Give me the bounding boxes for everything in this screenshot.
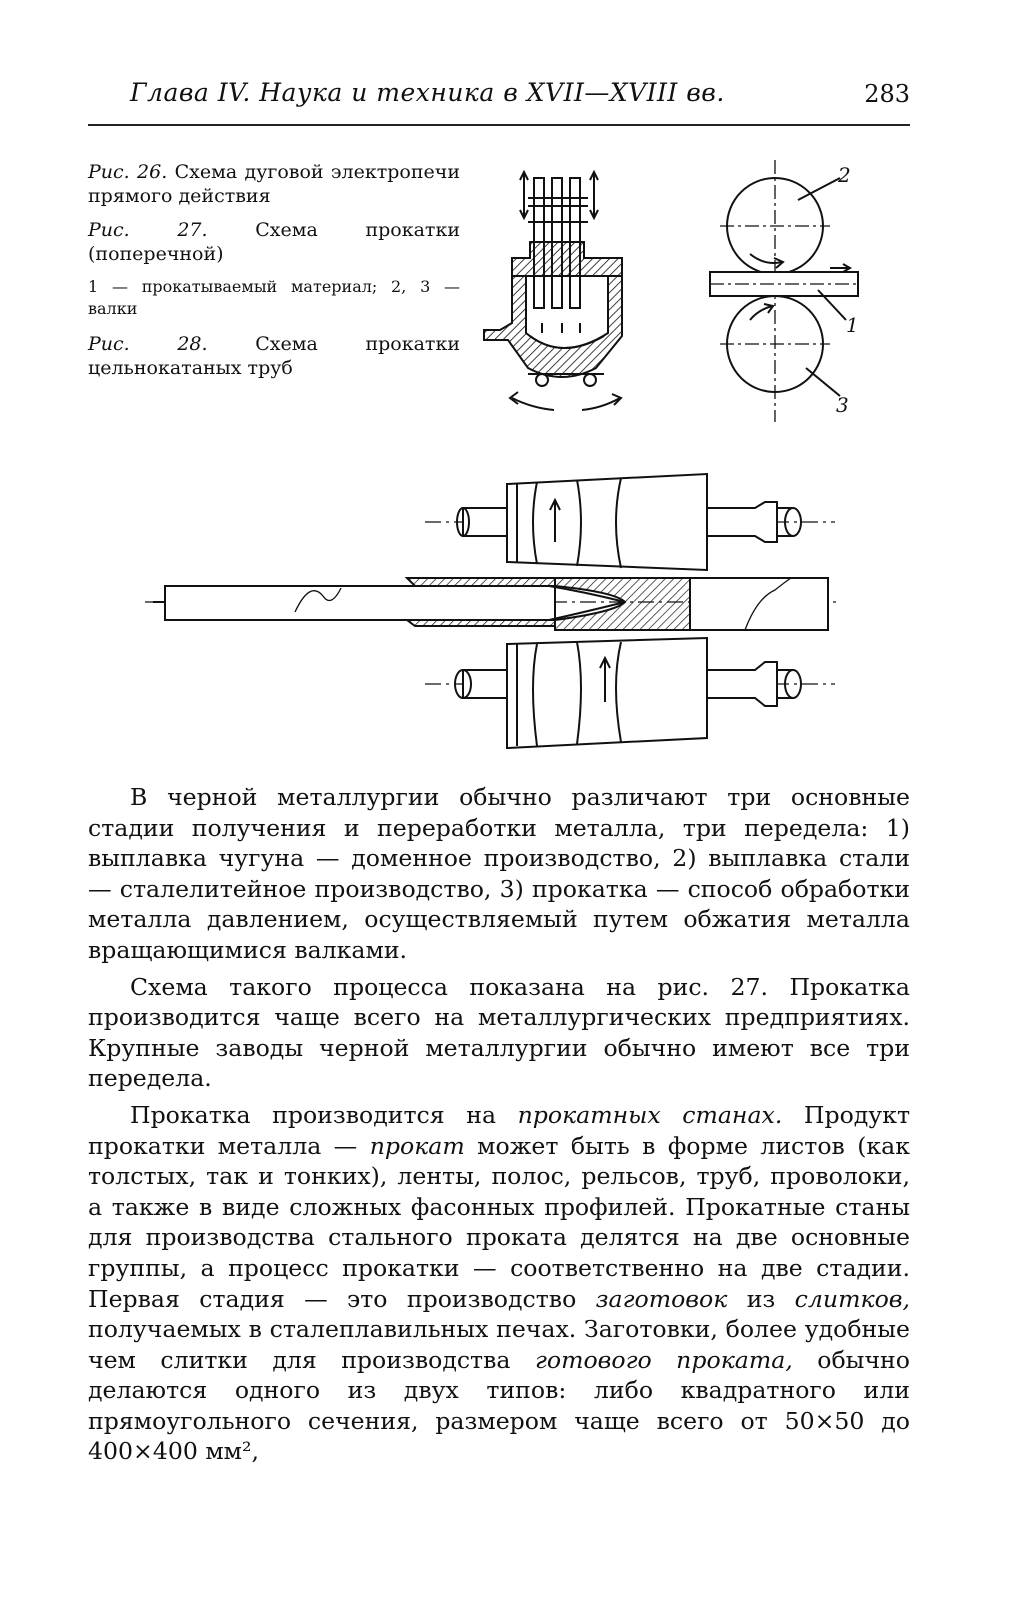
body-text <box>88 782 910 1467</box>
text-run: обычно делаются одного из двух типов: либо квадратного или прямоугольного сечения, размером чаще всего от 50×50 до 400×400 мм², <box>88 1345 910 1466</box>
caption-fig27 <box>88 218 460 266</box>
page-number: 283 <box>864 80 910 108</box>
italic-term: готового проката, <box>534 1345 793 1374</box>
caption-label: Рис. 28. <box>88 333 208 355</box>
text-run: Продукт прокатки металла — <box>88 1100 910 1160</box>
italic-term: прокат <box>369 1131 465 1160</box>
paragraph <box>88 1100 910 1467</box>
label-roll-bottom: 3 <box>836 393 849 417</box>
text-run: получаемых в сталеплавильных печах. Заготовки, более удобные чем слитки для производства <box>88 1315 910 1374</box>
figure-captions <box>88 160 460 390</box>
running-title: Глава IV. Наука и техника в XVII—XVIII вв. <box>130 78 725 107</box>
caption-fig26 <box>88 160 460 208</box>
caption-text: Схема прокатки (поперечной) <box>88 219 460 265</box>
header-rule <box>88 124 910 126</box>
cross-rolling-diagram <box>690 160 865 430</box>
italic-term: заготовок <box>595 1284 728 1313</box>
caption-text: Схема прокатки цельнокатаных труб <box>88 333 460 379</box>
tube-rolling-diagram <box>145 462 845 762</box>
arc-furnace-diagram <box>472 158 662 428</box>
label-roll-top: 2 <box>838 163 851 187</box>
page-header <box>130 78 910 118</box>
paragraph: В черной металлургии обычно различают три основные стадии получения и переработки металла, три передела: 1) выплавка чугуна — доменное производство, 2) выплавка стали — сталелитейное производство, 3) прокатка — способ обработки металла давлением, осуществляемый путем обжатия металла вращающимися валками. <box>88 783 910 964</box>
text-run: Прокатка производится на <box>130 1100 518 1129</box>
caption-text: Схема дуговой электропечи прямого действия <box>88 161 460 207</box>
caption-fig27-legend: 1 — прокатываемый материал; 2, 3 — валки <box>88 277 460 318</box>
text-run: из <box>727 1284 795 1313</box>
italic-term: слитков, <box>794 1284 911 1313</box>
label-material: 1 <box>846 313 859 337</box>
caption-label: Рис. 26. <box>88 161 168 183</box>
text-run: может быть в форме листов (как толстых, так и тонких), ленты, полос, рельсов, труб, проволоки, а также в виде сложных фасонных профилей. Прокатные станы для производства стального проката делятся на две основные группы, а процесс прокатки — соответственно на две стадии. Первая стадия — это производство <box>88 1131 910 1313</box>
caption-fig28 <box>88 332 460 380</box>
caption-label: Рис. 27. <box>88 219 208 241</box>
paragraph: Схема такого процесса показана на рис. 27. Прокатка производится чаще всего на металлургических предприятиях. Крупные заводы черной металлургии обычно имеют все три передела. <box>88 972 910 1093</box>
italic-term: прокатных станах. <box>517 1100 783 1129</box>
